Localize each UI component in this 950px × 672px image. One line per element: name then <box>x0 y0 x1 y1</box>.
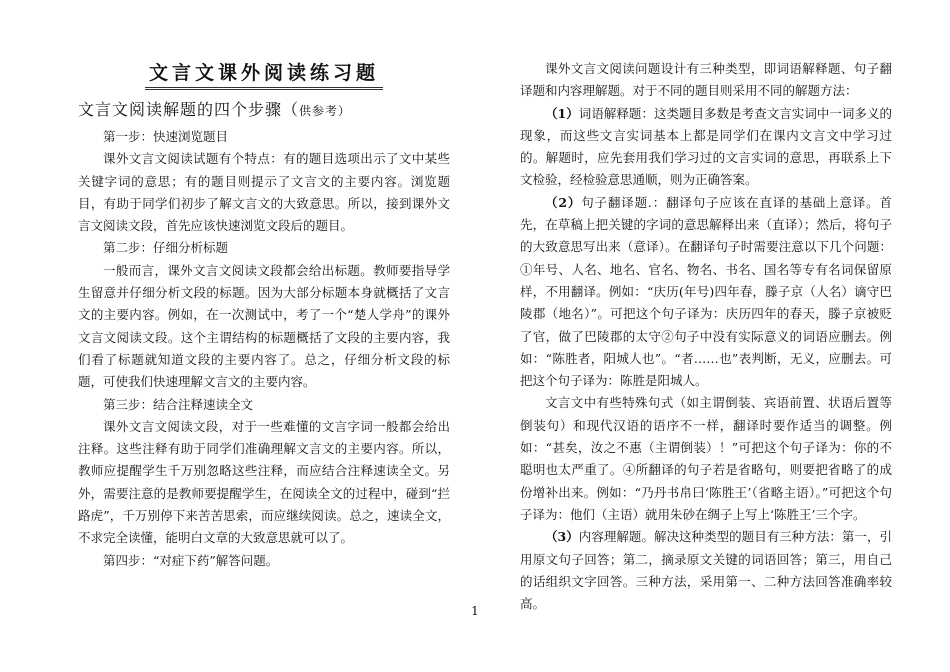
step3-text: 课外文言文阅读文段，对于一些难懂的文言字词一般都会给出注释。这些注释有助于同学们准确理解文言文的主要内容。所以，教师应提醒学生千万别忽略这些注释，而应结合注释速读全文。另外，需要注意的是教师要提醒学生，在阅读全文的过程中，碰到“拦路虎”，千万别停下来苦苦思索，而应继续阅读。总之，速读全文，不求完全读懂，能明白文章的大致意思就可以了。 <box>78 418 450 546</box>
page-number: 1 <box>471 604 479 618</box>
step1-title: 第一步：快速浏览题目 <box>103 129 229 144</box>
subtitle-note: 供参考） <box>299 104 352 118</box>
special-sentence-text: 文言文中有些特殊句式（如主谓倒装、宾语前置、状语后置等倒装句）和现代汉语的语序不一样，翻译时要作适当的调整。例如：“甚矣，汝之不惠（主谓倒装）！”可把这个句子译为：你的不聪明也太严重了。④所翻译的句子若是省略句，则要把省略了的成份增补出来。例如：“乃丹书帛曰‘陈胜王’（省略主语）。”可把这个句子译为：他们（主语）就用朱砂在绸子上写上‘陈胜王’三个字。 <box>520 395 892 522</box>
right-column <box>520 58 892 615</box>
type2-text: 句子翻译题.：翻译句子应该在直译的基础上意译。首先，在草稿上把关键的字词的意思解释出来（直译）；然后，将句子的大致意思写出来（意译）。在翻译句子时需要注意以下几个问题：①年号、人名、地名、官名、物名、书名、国名等专有名词保留原样，不用翻译。例如：“庆历(年号)四年春，滕子京（人名）谪守巴陵郡（地名）”。可把这个句子译为：庆历四年的春天，滕子京被贬了官，做了巴陵郡的太守②句子中没有实际意义的词语应删去。例如：“陈胜者，阳城人也”。“者……也”表判断，无义，应删去。可把这个句子译为：陈胜是阳城人。 <box>520 194 892 389</box>
type3-text: 内容理解题。解决这种类型的题目有三种方法：第一，引用原文句子回答；第二，摘录原文关键的词语回答；第三，用自己的话组织文字回答。三种方法，采用第一、二种方法回答准确率较高。 <box>520 529 892 612</box>
document-title: 文言文课外阅读练习题 <box>78 58 450 85</box>
step2-title: 第二步：仔细分析标题 <box>103 240 229 256</box>
step3-title: 第三步：结合注释速读全文 <box>103 396 254 412</box>
section-subtitle: 文言文阅读解题的四个步骤（供参考） <box>78 100 352 119</box>
step4-title: 第四步：“对症下药”解答问题。 <box>103 552 279 568</box>
type1-label: （1） <box>545 105 579 121</box>
type2-label: （2） <box>545 194 582 210</box>
type1-paragraph <box>520 103 892 192</box>
step1-text: 课外文言文阅读试题有个特点：有的题目选项出示了文中某些关键字词的意思；有的题目则提示了文言文的主要内容。浏览题目，有助于同学们初步了解文言文的大致意思。所以，接到课外文言文阅读文段，首先应该快速浏览文段后的题目。 <box>78 151 450 234</box>
types-intro: 课外文言文阅读问题设计有三种类型，即词语解释题、句子翻译题和内容理解题。对于不同的题目则采用不同的解题方法： <box>520 61 892 99</box>
type2-paragraph <box>520 192 892 393</box>
type3-label: （3） <box>545 529 579 545</box>
left-column <box>78 58 450 572</box>
type3-paragraph <box>520 526 892 615</box>
type1-text: 词语解释题：这类题目多数是考查文言实词中一词多义的现象，而这些文言实词基本上都是同学们在课内文言文中学习过的。解题时，应先套用我们学习过的文言实词的意思，再联系上下文检验，经检验意思通顺，则为正确答案。 <box>520 105 892 188</box>
step2-text: 一般而言，课外文言文阅读文段都会给出标题。教师要指导学生留意并仔细分析文段的标题。因为大部分标题本身就概括了文言文的主要内容。例如，在一次测试中，考了一个“楚人学舟”的课外文言文阅读文段。这个主谓结构的标题概括了文段的主要内容，我们看了标题就知道文段的主要内容了。总之，仔细分析文段的标题，可使我们快速理解文言文的主要内容。 <box>78 262 450 390</box>
